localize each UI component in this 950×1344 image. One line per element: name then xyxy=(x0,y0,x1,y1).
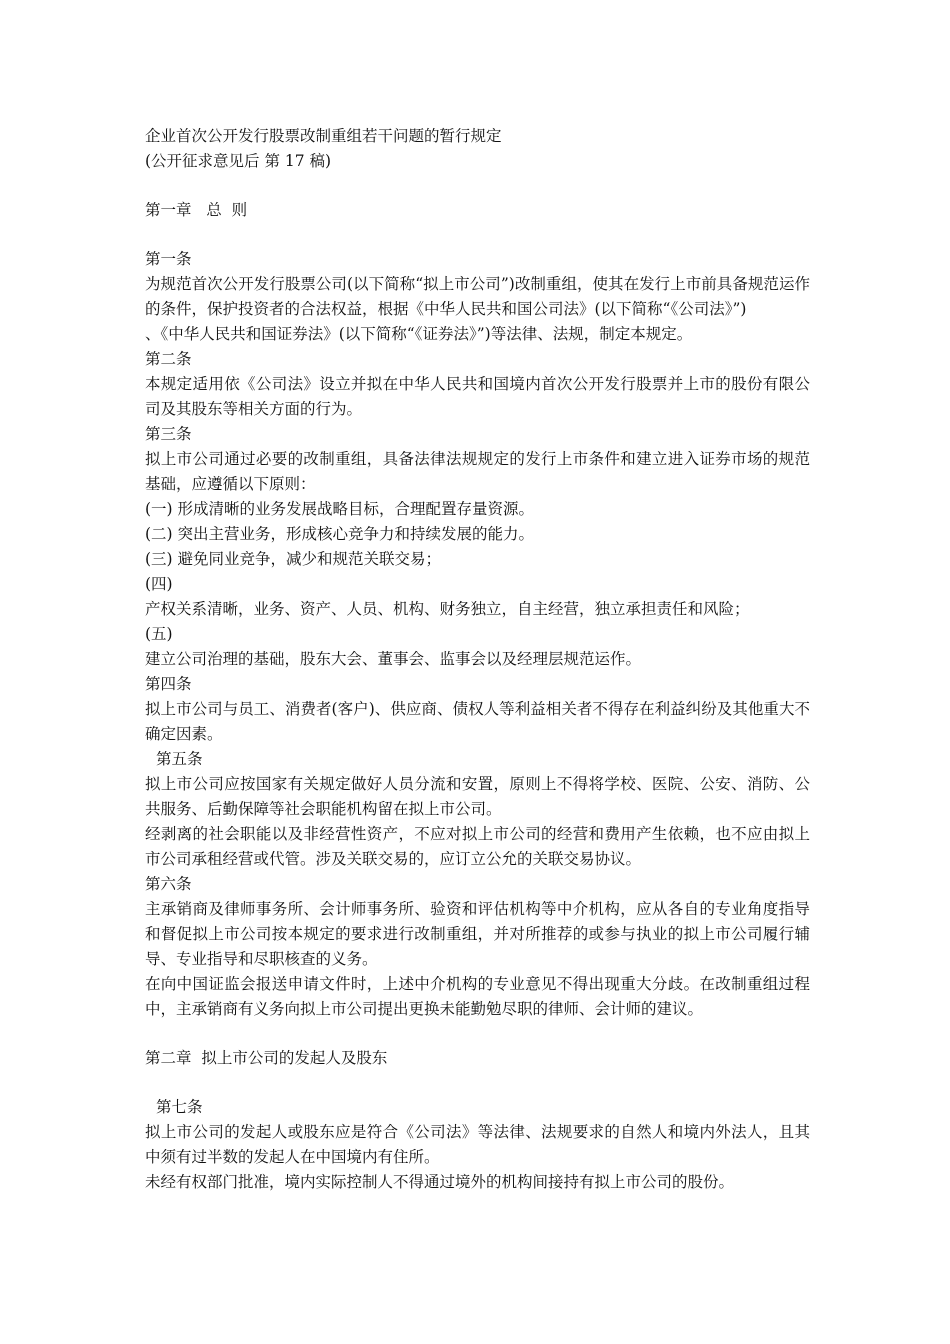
document-title: 企业首次公开发行股票改制重组若干问题的暂行规定 xyxy=(145,127,502,145)
article-7-paragraph-2: 未经有权部门批准，境内实际控制人不得通过境外的机构间接持有拟上市公司的股份。 xyxy=(145,1173,735,1191)
article-5-heading: 第五条 xyxy=(156,750,203,768)
article-6-paragraph-1: 主承销商及律师事务所、会计师事务所、验资和评估机构等中介机构，应从各自的专业角度指导和督促拟上市公司按本规定的要求进行改制重组，并对所推荐的或参与执业的拟上市公司履行辅导、专业指导和尽职核查的义务。 xyxy=(145,900,810,968)
article-4-heading: 第四条 xyxy=(145,675,192,693)
article-1-heading: 第一条 xyxy=(145,250,192,268)
chapter-1-heading: 第一章 总 则 xyxy=(145,201,248,219)
article-1-paragraph-cont: 、《中华人民共和国证券法》(以下简称“《证券法》”)等法律、法规，制定本规定。 xyxy=(145,325,693,343)
article-5-paragraph-2: 经剥离的社会职能以及非经营性资产，不应对拟上市公司的经营和费用产生依赖，也不应由拟上市公司承租经营或代管。涉及关联交易的，应订立公允的关联交易协议。 xyxy=(145,825,810,868)
article-3-heading: 第三条 xyxy=(145,425,192,443)
article-3-item-2: (二) 突出主营业务，形成核心竞争力和持续发展的能力。 xyxy=(145,525,535,543)
chapter-2-heading: 第二章 拟上市公司的发起人及股东 xyxy=(145,1049,388,1067)
document-page xyxy=(145,124,810,1195)
article-1-paragraph: 为规范首次公开发行股票公司(以下简称“拟上市公司”)改制重组，使其在发行上市前具备规范运作的条件，保护投资者的合法权益，根据《中华人民共和国公司法》(以下简称“《公司法》”) xyxy=(145,275,810,318)
article-3-item-4-label: (四) xyxy=(145,575,173,593)
article-7-paragraph-1: 拟上市公司的发起人或股东应是符合《公司法》等法律、法规要求的自然人和境内外法人，且其中须有过半数的发起人在中国境内有住所。 xyxy=(145,1123,810,1166)
article-3-paragraph: 拟上市公司通过必要的改制重组，具备法律法规规定的发行上市条件和建立进入证券市场的规范基础，应遵循以下原则： xyxy=(145,450,810,493)
article-5-paragraph-1: 拟上市公司应按国家有关规定做好人员分流和安置，原则上不得将学校、医院、公安、消防、公共服务、后勤保障等社会职能机构留在拟上市公司。 xyxy=(145,775,810,818)
article-3-item-3: (三) 避免同业竞争，减少和规范关联交易； xyxy=(145,550,442,568)
article-7-heading: 第七条 xyxy=(156,1098,203,1116)
article-6-heading: 第六条 xyxy=(145,875,192,893)
document-subtitle: (公开征求意见后 第 17 稿) xyxy=(145,152,332,170)
article-6-paragraph-2: 在向中国证监会报送申请文件时，上述中介机构的专业意见不得出现重大分歧。在改制重组过程中，主承销商有义务向拟上市公司提出更换未能勤勉尽职的律师、会计师的建议。 xyxy=(145,975,810,1018)
article-4-paragraph: 拟上市公司与员工、消费者(客户)、供应商、债权人等利益相关者不得存在利益纠纷及其他重大不确定因素。 xyxy=(145,700,810,743)
article-2-paragraph: 本规定适用依《公司法》设立并拟在中华人民共和国境内首次公开发行股票并上市的股份有限公司及其股东等相关方面的行为。 xyxy=(145,375,810,418)
article-3-item-1: (一) 形成清晰的业务发展战略目标，合理配置存量资源。 xyxy=(145,500,535,518)
article-3-item-4-text: 产权关系清晰，业务、资产、人员、机构、财务独立，自主经营，独立承担责任和风险； xyxy=(145,600,750,618)
article-2-heading: 第二条 xyxy=(145,350,192,368)
article-3-item-5-label: (五) xyxy=(145,625,173,643)
article-3-item-5-text: 建立公司治理的基础，股东大会、董事会、监事会以及经理层规范运作。 xyxy=(145,650,642,668)
